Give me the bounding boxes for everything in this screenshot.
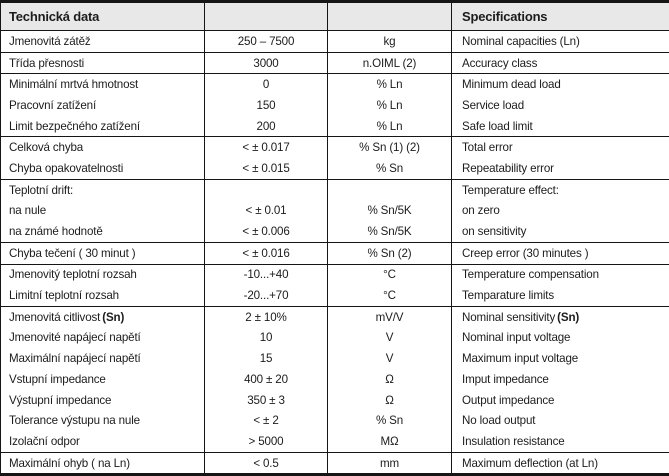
unit-cell (328, 180, 452, 201)
table-row (1, 221, 669, 242)
value-cell-text: -10...+40 (243, 268, 289, 282)
value-cell (205, 95, 328, 116)
table-row (1, 31, 669, 52)
unit-cell-text: n.OIML (2) (362, 56, 417, 70)
value-cell (205, 431, 328, 452)
unit-cell-text: mV/V (375, 310, 404, 324)
czech-label-cell (1, 221, 205, 242)
unit-cell-text: % Sn (1) (2) (359, 141, 420, 155)
table-row (1, 74, 669, 95)
english-spec-cell (452, 95, 669, 116)
unit-cell-text: % Sn (375, 414, 404, 428)
unit-cell (328, 201, 452, 222)
english-spec-cell (452, 328, 669, 349)
english-spec-cell (452, 243, 669, 264)
value-cell (205, 243, 328, 264)
unit-cell (328, 243, 452, 264)
unit-cell (328, 390, 452, 411)
czech-label-cell-text: Třída přesnosti (9, 56, 85, 70)
czech-label-cell (1, 307, 205, 328)
unit-cell-text: °C (383, 268, 396, 282)
unit-cell (328, 95, 452, 116)
czech-label-cell (1, 369, 205, 390)
czech-label-cell (1, 53, 205, 74)
table-header-row (1, 3, 669, 31)
value-cell-text: < 0.5 (253, 456, 279, 470)
value-cell (205, 348, 328, 369)
value-cell (205, 453, 328, 474)
english-spec-cell (452, 180, 669, 201)
unit-cell-text: % Sn (375, 161, 404, 175)
czech-label-cell (1, 95, 205, 116)
row-group (1, 264, 669, 306)
value-cell-text: < ± 0.01 (245, 204, 287, 218)
czech-label-cell (1, 74, 205, 95)
value-cell-text: 200 (256, 119, 276, 133)
czech-label-cell (1, 31, 205, 52)
english-spec-cell (452, 116, 669, 137)
english-spec-cell-text: No load output (462, 414, 536, 428)
value-cell (205, 285, 328, 306)
czech-label-cell-text: na nule (9, 204, 46, 218)
header-value-col (205, 3, 328, 30)
english-spec-cell (452, 410, 669, 431)
czech-label-cell-text: Jmenovitá citlivost (9, 310, 101, 324)
unit-cell (328, 265, 452, 286)
table-row (1, 453, 669, 474)
table-row (1, 116, 669, 137)
czech-label-cell-text: Celková chyba (9, 141, 84, 155)
unit-cell (328, 31, 452, 52)
table-row (1, 390, 669, 411)
value-cell (205, 221, 328, 242)
table-row (1, 95, 669, 116)
czech-label-cell-text: Jmenovité napájecí napětí (9, 331, 141, 345)
english-spec-cell-text: on zero (462, 204, 500, 218)
table-row (1, 201, 669, 222)
czech-label-cell-text: na známé hodnotě (9, 225, 103, 239)
table-row (1, 158, 669, 179)
row-group (1, 136, 669, 178)
czech-label-cell-text: Teplotní drift: (9, 183, 74, 197)
value-cell-text: 3000 (253, 56, 279, 70)
value-cell-text: 350 ± 3 (247, 393, 285, 407)
unit-cell-text: % Sn/5K (367, 225, 412, 239)
value-cell-text: < ± 0.006 (242, 225, 290, 239)
row-group (1, 179, 669, 242)
value-cell (205, 116, 328, 137)
czech-label-cell (1, 328, 205, 349)
english-spec-cell (452, 348, 669, 369)
czech-label-cell-text: Tolerance výstupu na nule (9, 414, 140, 428)
czech-label-cell-text: Výstupní impedance (9, 393, 112, 407)
english-spec-cell (452, 158, 669, 179)
value-cell-text: 0 (262, 78, 270, 92)
czech-label-cell-text: Limit bezpečného zatížení (9, 119, 140, 133)
english-spec-cell-text: Safe load limit (462, 119, 533, 133)
english-spec-cell-text: on sensitivity (462, 225, 527, 239)
czech-label-cell (1, 265, 205, 286)
czech-label-cell (1, 410, 205, 431)
unit-cell-text: MΩ (380, 434, 399, 448)
english-spec-cell (452, 201, 669, 222)
czech-label-cell (1, 158, 205, 179)
english-spec-cell-text: Temperature effect: (462, 183, 559, 197)
czech-label-cell-text: Chyba tečení ( 30 minut ) (9, 246, 136, 260)
header-czech-title: Technická data (1, 3, 205, 30)
czech-label-cell (1, 180, 205, 201)
english-spec-cell (452, 453, 669, 474)
czech-label-cell-text: Minimální mrtvá hmotnost (9, 78, 139, 92)
czech-label-cell (1, 453, 205, 474)
value-cell-text: < ± 2 (253, 414, 279, 428)
czech-label-cell (1, 137, 205, 158)
unit-cell (328, 431, 452, 452)
english-spec-cell-text: Creep error (30 minutes ) (462, 246, 589, 260)
value-cell (205, 410, 328, 431)
english-spec-cell (452, 369, 669, 390)
value-cell (205, 328, 328, 349)
english-spec-cell (452, 31, 669, 52)
english-spec-cell (452, 53, 669, 74)
czech-label-cell (1, 116, 205, 137)
english-spec-cell-text: Repeatability error (462, 161, 554, 175)
english-spec-cell-text: Service load (462, 98, 524, 112)
czech-label-cell (1, 431, 205, 452)
header-english-title: Specifications (462, 9, 548, 24)
value-cell-text: 15 (259, 352, 273, 366)
czech-label-cell (1, 201, 205, 222)
unit-cell (328, 158, 452, 179)
unit-cell-text: % Ln (376, 78, 403, 92)
english-spec-cell-text: Nominal sensitivity (462, 310, 556, 324)
english-spec-cell-text: Temperature compensation (462, 268, 599, 282)
row-group (1, 73, 669, 136)
unit-cell (328, 348, 452, 369)
value-cell-text: < ± 0.016 (242, 246, 290, 260)
unit-cell (328, 285, 452, 306)
english-spec-cell-text: Output impedance (462, 393, 555, 407)
english-spec-cell-text: Minimum dead load (462, 78, 561, 92)
czech-label-cell-text: Izolační odpor (9, 434, 80, 448)
value-cell-text: 150 (256, 98, 276, 112)
value-cell-text: 2 ± 10% (245, 310, 287, 324)
unit-cell (328, 453, 452, 474)
header-unit-col (328, 3, 452, 30)
english-spec-cell-text: Maximum input voltage (462, 352, 579, 366)
unit-cell (328, 369, 452, 390)
value-cell (205, 265, 328, 286)
czech-label-cell (1, 243, 205, 264)
table-row (1, 53, 669, 74)
english-spec-cell (452, 390, 669, 411)
unit-cell (328, 74, 452, 95)
row-group (1, 52, 669, 74)
czech-label-cell-text: Limitní teplotní rozsah (9, 289, 119, 303)
value-cell-text: 400 ± 20 (244, 372, 288, 386)
english-spec-cell-bold-text: (Sn) (557, 310, 580, 324)
unit-cell-text: % Ln (376, 98, 403, 112)
english-spec-cell-text: Nominal capacities (Ln) (462, 34, 580, 48)
table-row (1, 243, 669, 264)
english-spec-cell (452, 307, 669, 328)
unit-cell (328, 410, 452, 431)
unit-cell-text: °C (383, 289, 396, 303)
value-cell (205, 53, 328, 74)
value-cell-text: < ± 0.015 (242, 161, 290, 175)
unit-cell-text: Ω (385, 372, 394, 386)
czech-label-cell-text: Chyba opakovatelnosti (9, 161, 124, 175)
english-spec-cell-text: Nominal input voltage (462, 331, 571, 345)
row-group (1, 306, 669, 452)
table-row (1, 410, 669, 431)
table-row (1, 180, 669, 201)
table-row (1, 431, 669, 452)
unit-cell-text: V (385, 331, 394, 345)
value-cell (205, 201, 328, 222)
value-cell (205, 74, 328, 95)
czech-label-cell-bold-text: (Sn) (102, 310, 125, 324)
czech-label-cell (1, 348, 205, 369)
table-row (1, 265, 669, 286)
english-spec-cell-text: Maximum deflection (at Ln) (462, 456, 598, 470)
value-cell (205, 390, 328, 411)
english-spec-cell (452, 74, 669, 95)
unit-cell-text: % Sn (2) (367, 246, 412, 260)
czech-label-cell (1, 285, 205, 306)
row-group (1, 31, 669, 52)
unit-cell-text: kg (383, 34, 396, 48)
value-cell (205, 369, 328, 390)
value-cell-text: < ± 0.017 (242, 141, 290, 155)
value-cell-text: -20...+70 (243, 289, 289, 303)
english-spec-cell (452, 431, 669, 452)
unit-cell-text: Ω (385, 393, 394, 407)
english-spec-cell-text: Temparature limits (462, 289, 555, 303)
unit-cell (328, 307, 452, 328)
unit-cell-text: V (385, 352, 394, 366)
unit-cell-text: % Sn/5K (367, 204, 412, 218)
value-cell (205, 137, 328, 158)
czech-label-cell-text: Vstupní impedance (9, 372, 106, 386)
table-row (1, 328, 669, 349)
table-row (1, 285, 669, 306)
value-cell-text: 10 (259, 331, 273, 345)
unit-cell (328, 116, 452, 137)
english-spec-cell (452, 221, 669, 242)
czech-label-cell-text: Jmenovitý teplotní rozsah (9, 268, 137, 282)
english-spec-cell (452, 137, 669, 158)
value-cell-text: > 5000 (248, 434, 284, 448)
english-spec-cell (452, 285, 669, 306)
english-spec-cell-text: Imput impedance (462, 372, 549, 386)
table-row (1, 137, 669, 158)
english-spec-cell-text: Accuracy class (462, 56, 538, 70)
value-cell (205, 180, 328, 201)
english-spec-cell-text: Insulation resistance (462, 434, 565, 448)
czech-label-cell-text: Jmenovitá zátěž (9, 34, 91, 48)
unit-cell (328, 137, 452, 158)
english-spec-cell (452, 265, 669, 286)
value-cell (205, 158, 328, 179)
unit-cell-text: mm (379, 456, 399, 470)
table-body (1, 31, 669, 473)
table-row (1, 307, 669, 328)
unit-cell-text: % Ln (376, 119, 403, 133)
czech-label-cell-text: Pracovní zatížení (9, 98, 97, 112)
unit-cell (328, 221, 452, 242)
value-cell (205, 31, 328, 52)
czech-label-cell-text: Maximální ohyb ( na Ln) (9, 456, 130, 470)
unit-cell (328, 53, 452, 74)
unit-cell (328, 328, 452, 349)
row-group (1, 452, 669, 474)
czech-label-cell-text: Maximální napájecí napětí (9, 352, 141, 366)
table-row (1, 369, 669, 390)
table-row (1, 348, 669, 369)
czech-label-cell (1, 390, 205, 411)
value-cell-text: 250 – 7500 (237, 34, 295, 48)
value-cell (205, 307, 328, 328)
row-group (1, 242, 669, 264)
english-spec-cell-text: Total error (462, 141, 513, 155)
